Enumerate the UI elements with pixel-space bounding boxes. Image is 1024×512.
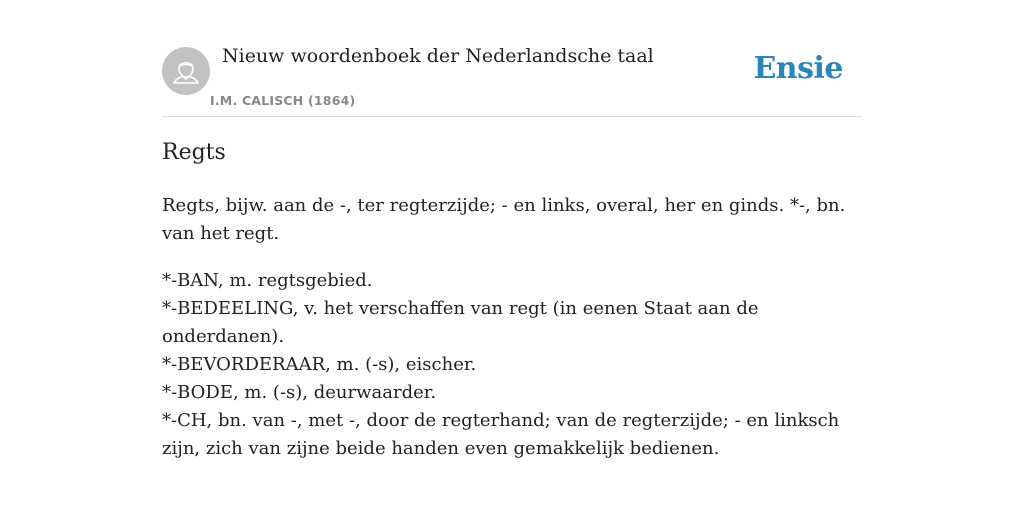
list-item: *-BODE, m. (-s), deurwaarder. [162,382,437,403]
entry-title: Regts [162,140,226,165]
entry-body [162,192,862,482]
header [162,0,862,117]
author-label[interactable]: I.M. CALISCH (1864) [210,93,356,108]
entry-definition: Regts, bijw. aan de -, ter regterzijde; - en links, overal, her en ginds. *-, bn. van het regt. [162,195,846,244]
page [162,0,862,459]
book-title[interactable]: Nieuw woordenboek der Nederlandsche taal [222,45,654,67]
list-item: *-BEVORDERAAR, m. (-s), eischer. [162,354,477,375]
avatar[interactable] [162,47,210,95]
entry-sublist [162,267,862,463]
list-item: *-BAN, m. regtsgebied. [162,270,373,291]
list-item: *-BEDEELING, v. het verschaffen van regt (in eenen Staat aan de onderdanen). [162,298,759,347]
user-icon [162,47,210,95]
brand-logo[interactable]: Ensie [753,51,843,86]
list-item: *-CH, bn. van -, met -, door de regterhand; van de regterzijde; - en linksch zijn, zich van zijne beide handen even gemakkelijk bedienen. [162,410,840,459]
